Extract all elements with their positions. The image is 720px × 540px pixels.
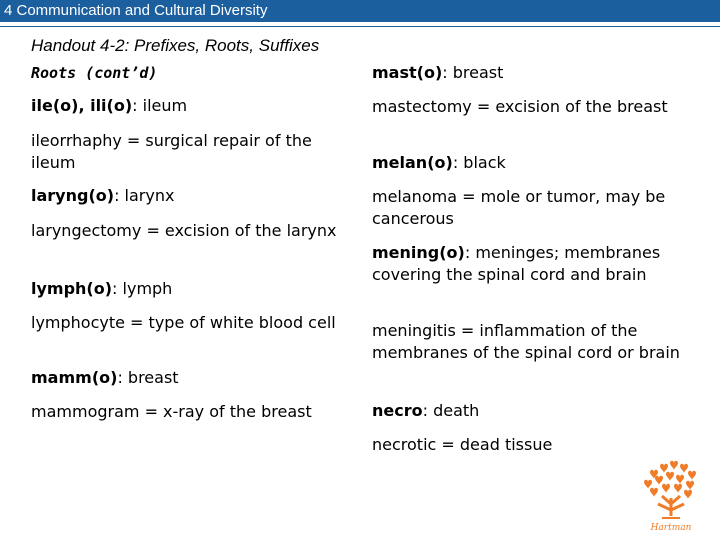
root-definition: : breast — [117, 368, 179, 387]
root-term: laryng(o) — [31, 186, 115, 205]
root-term: ile(o), ili(o) — [31, 96, 133, 115]
root-entry-mening — [372, 242, 692, 286]
example-lymphocyte: lymphocyte = type of white blood cell — [31, 313, 336, 332]
root-term: mamm(o) — [31, 368, 118, 387]
root-definition: : death — [422, 401, 480, 420]
chapter-title: 4 Communication and Cultural Diversity — [4, 2, 268, 19]
root-definition: : larynx — [114, 186, 175, 205]
example-necrotic: necrotic = dead tissue — [372, 435, 553, 454]
root-definition: : meninges; membranes covering the spinal cord and brain — [372, 243, 661, 284]
root-entry-melan — [372, 152, 692, 174]
example-melanoma: melanoma = mole or tumor, may be cancerous — [372, 187, 666, 228]
root-entry-ile — [31, 95, 349, 117]
example-mastectomy: mastectomy = excision of the breast — [372, 97, 668, 116]
example-mammogram: mammogram = x-ray of the breast — [31, 402, 312, 421]
example-meningitis: meningitis = inflammation of the membranes of the spinal cord or brain — [372, 321, 680, 362]
root-term: mening(o) — [372, 243, 465, 262]
root-definition: : black — [452, 153, 506, 172]
root-term: lymph(o) — [31, 279, 113, 298]
root-entry-mamm — [31, 367, 349, 389]
root-entry-laryng — [31, 185, 349, 207]
hartman-logo — [640, 458, 702, 534]
header-divider — [0, 26, 720, 27]
root-definition: : breast — [442, 63, 504, 82]
chapter-header-bar — [0, 0, 720, 22]
root-term: mast(o) — [372, 63, 443, 82]
root-definition: : ileum — [132, 96, 188, 115]
root-entry-necro — [372, 400, 692, 422]
logo-wordmark: Hartman — [650, 523, 692, 533]
example-ileorrhaphy: ileorrhaphy = surgical repair of the ileum — [31, 131, 312, 172]
roots-subheading: Roots (cont’d) — [31, 64, 158, 82]
root-definition: : lymph — [112, 279, 173, 298]
root-term: necro — [372, 401, 423, 420]
root-entry-mast — [372, 62, 692, 84]
heart-tree-icon — [644, 461, 696, 518]
example-laryngectomy: laryngectomy = excision of the larynx — [31, 221, 337, 240]
handout-title: Handout 4-2: Prefixes, Roots, Suffixes — [31, 36, 320, 55]
root-term: melan(o) — [372, 153, 453, 172]
root-entry-lymph — [31, 278, 349, 300]
